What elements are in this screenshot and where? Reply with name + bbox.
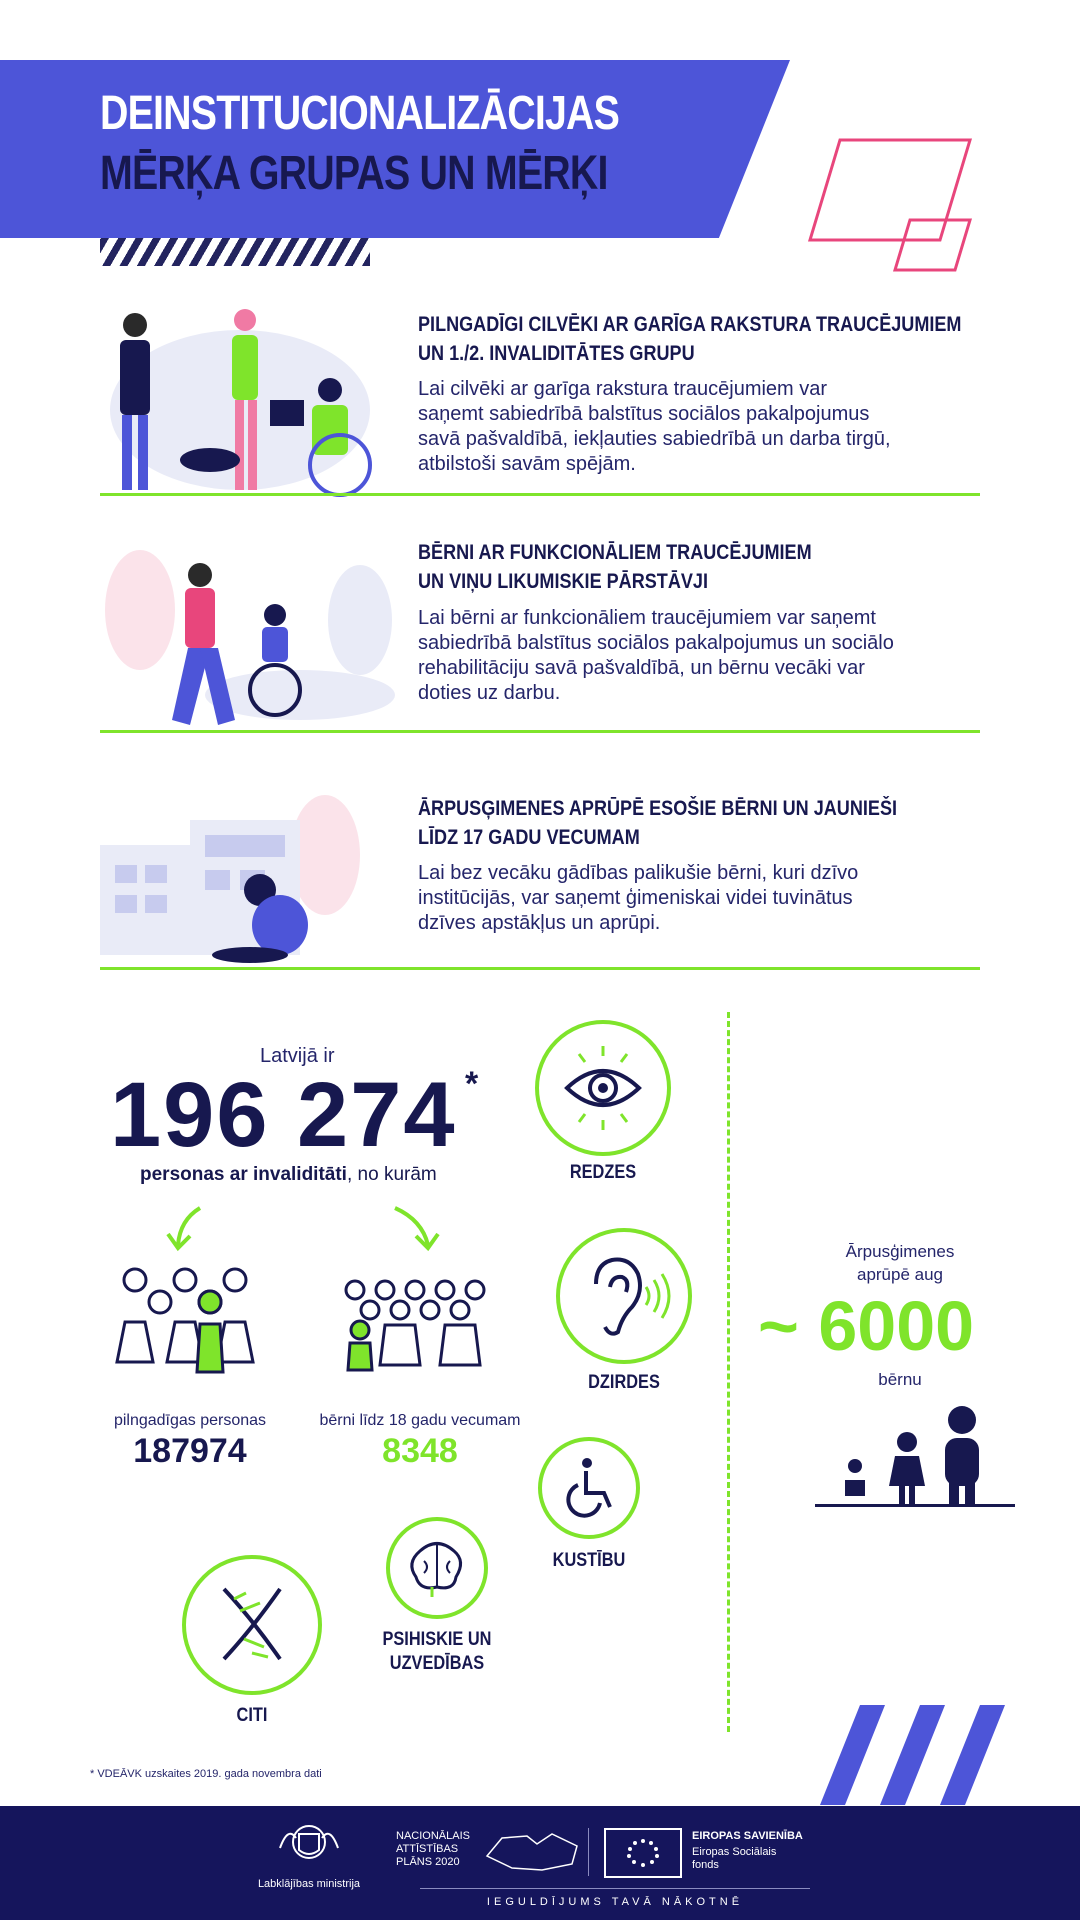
section-3-text-line: dzīves apstākļus un aprūpi. [418, 912, 661, 934]
family-icon [815, 1400, 1015, 1510]
children-group-icon [340, 1275, 500, 1375]
section-3-heading-line-1: ĀRPUSĢIMENES APRŪPĒ ESOŠIE BĒRNI UN JAUNIEŠI [418, 797, 898, 820]
vision-circle [535, 1020, 671, 1156]
eu-flag [604, 1828, 682, 1878]
wheelchair-icon [542, 1441, 636, 1535]
stats-subtitle-bold: personas ar invaliditāti [140, 1164, 347, 1185]
vision-label: REDZES [569, 1162, 637, 1183]
other-label: CITI [236, 1705, 268, 1726]
brain-icon [390, 1521, 484, 1615]
other-circle [182, 1555, 322, 1695]
section-2-heading-line-1: BĒRNI AR FUNKCIONĀLIEM TRAUCĒJUMIEM [418, 541, 812, 564]
mental-circle [386, 1517, 488, 1619]
eu-fund [692, 1846, 776, 1872]
vertical-divider [727, 1012, 730, 1732]
footer-slogan: IEGULDĪJUMS TAVĀ NĀKOTNĒ [486, 1896, 744, 1908]
dna-icon [186, 1559, 318, 1691]
stats-total: 196 274 [110, 1064, 457, 1166]
section-2-text [418, 606, 978, 706]
section-2-text-line: rehabilitāciju savā pašvaldībā, un bērnu vecāki var [418, 657, 865, 679]
section-1-text [418, 377, 978, 477]
section-divider [100, 967, 980, 970]
adults-disability-illustration [100, 300, 390, 500]
adults-group-icon [105, 1262, 265, 1382]
care-label-line-1: Ārpusģimenes [845, 1242, 955, 1261]
children-value: 8348 [382, 1432, 458, 1470]
eu-title: EIROPAS SAVIENĪBA [692, 1830, 803, 1842]
care-label-line-2: aprūpē aug [856, 1265, 944, 1284]
stats-intro: Latvijā ir [260, 1045, 335, 1067]
decorative-stripes [820, 1705, 1030, 1805]
section-2-heading-line-2: UN VIŅU LIKUMISKIE PĀRSTĀVJI [418, 570, 708, 593]
stats-subtitle [140, 1164, 437, 1186]
nap-logo-text [396, 1830, 470, 1869]
coat-of-arms-icon [274, 1820, 344, 1875]
care-unit: bērnu [878, 1370, 922, 1389]
section-1-text-line: savā pašvaldībā, iekļauties sabiedrībā un darba tirgū, [418, 428, 891, 450]
nap-line-3: PLĀNS 2020 [396, 1856, 460, 1868]
eu-line-1: Eiropas Sociālais [692, 1846, 777, 1858]
title-line-2: MĒRĶA GRUPAS UN MĒRĶI [100, 147, 608, 200]
latvia-map-icon [482, 1826, 582, 1876]
slogan-rule [420, 1888, 810, 1889]
section-3-text [418, 861, 978, 936]
section-1-text-line: saņemt sabiedrībā balstītus sociālos pakalpojumus [418, 403, 870, 425]
mental-label [376, 1628, 498, 1676]
section-1-heading-line-2: UN 1./2. INVALIDITĀTES GRUPU [418, 342, 695, 365]
care-value: ~ 6000 [758, 1287, 975, 1365]
footnote: * VDEĀVK uzskaites 2019. gada novembra dati [90, 1768, 322, 1780]
page-title [100, 84, 619, 204]
section-1-text-line: Lai cilvēki ar garīga rakstura traucējumiem var [418, 378, 828, 400]
decorative-parallelograms [800, 135, 980, 275]
header-stripes [100, 238, 370, 266]
section-3-text-line: Lai bez vecāku gādības palikušie bērni, kuri dzīvo [418, 862, 859, 884]
ear-icon [560, 1232, 688, 1360]
children-wheelchair-illustration [100, 530, 400, 730]
mobility-circle [538, 1437, 640, 1539]
nap-line-2: ATTĪSTĪBAS [396, 1843, 459, 1855]
section-2-text-line: Lai bērni ar funkcionāliem traucējumiem var saņemt [418, 607, 876, 629]
section-3-heading-line-2: LĪDZ 17 GADU VECUMAM [418, 826, 640, 849]
institution-child-illustration [100, 785, 390, 965]
mental-label-line-2: UZVEDĪBAS [389, 1653, 485, 1674]
section-3-heading [418, 794, 897, 852]
section-3-text-line: institūcijās, var saņemt ģimeniskai videi tuvinātus [418, 887, 853, 909]
ministry-name: Labklājības ministrija [257, 1878, 361, 1890]
section-divider [100, 730, 980, 733]
section-divider [100, 493, 980, 496]
footer-divider [588, 1828, 589, 1876]
adults-label: pilngadīgas personas [113, 1412, 267, 1429]
title-line-1: DEINSTITUCIONALIZĀCIJAS [100, 87, 620, 140]
stats-subtitle-rest: , no kurām [346, 1164, 437, 1185]
care-label [820, 1240, 980, 1286]
arrows [160, 1200, 460, 1260]
eu-line-2: fonds [692, 1859, 719, 1871]
hearing-circle [556, 1228, 692, 1364]
section-1-text-line: atbilstoši savām spējām. [418, 453, 636, 475]
children-label: bērni līdz 18 gadu vecumam [319, 1412, 521, 1429]
adults-value: 187974 [133, 1432, 247, 1470]
mobility-label: KUSTĪBU [552, 1550, 626, 1571]
section-2-text-line: doties uz darbu. [418, 682, 561, 704]
eye-icon [539, 1024, 667, 1152]
stats-asterisk: * [465, 1065, 479, 1103]
nap-line-1: NACIONĀLAIS [396, 1830, 470, 1842]
hearing-label: DZIRDES [588, 1372, 660, 1393]
mental-label-line-1: PSIHISKIE UN [382, 1629, 492, 1650]
section-2-text-line: sabiedrībā balstītus sociālos pakalpojumus un sociālo [418, 632, 894, 654]
eu-stars-icon [606, 1830, 680, 1876]
section-2-heading [418, 538, 812, 596]
section-1-heading-line-1: PILNGADĪGI CILVĒKI AR GARĪGA RAKSTURA TRAUCĒJUMIEM [418, 313, 962, 336]
section-1-heading [418, 310, 961, 368]
